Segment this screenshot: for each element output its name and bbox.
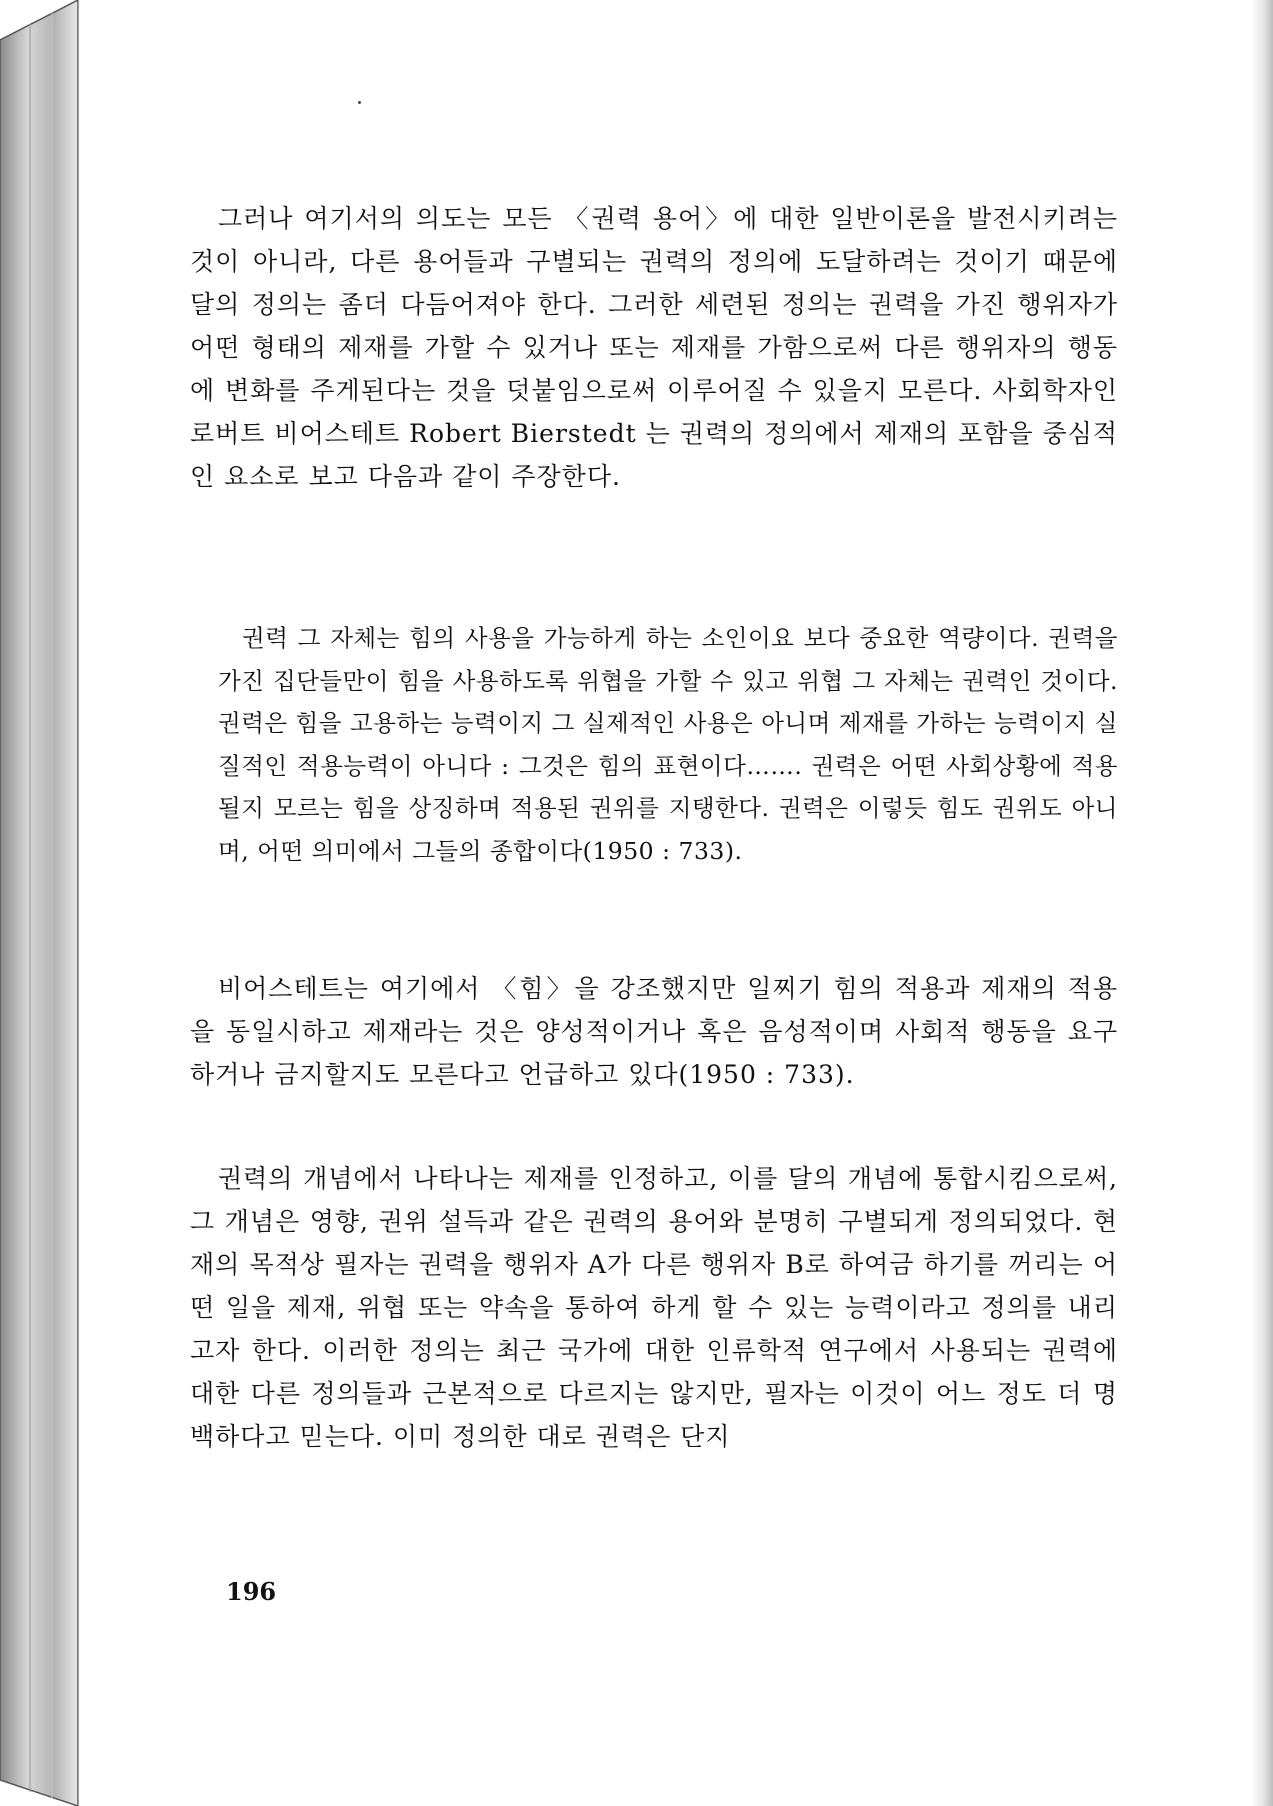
page-number: 196 <box>226 1577 277 1606</box>
body-paragraph-2 <box>190 967 1118 1096</box>
page-edge-shadow <box>1251 0 1273 1806</box>
paragraph-text: 비어스테트는 여기에서 〈힘〉을 강조했지만 일찌기 힘의 적용과 제재의 적용을 동일시하고 제재라는 것은 양성적이거나 혹은 음성적이며 사회적 행동을 요구하거나 금지할지도 모른다고 언급하고 있다(1950 : 733). <box>190 974 1118 1089</box>
book-spine <box>0 0 78 1806</box>
scan-speck <box>358 101 361 104</box>
body-paragraph-1 <box>190 197 1118 498</box>
body-paragraph-3 <box>190 1157 1118 1458</box>
paragraph-text: 권력의 개념에서 나타나는 제재를 인정하고, 이를 달의 개념에 통합시킴으로써, 그 개념은 영향, 권위 설득과 같은 권력의 용어와 분명히 구별되게 정의되었다. 현재의 목적상 필자는 권력을 행위자 A가 다른 행위자 B로 하여금 하기를 꺼리는 어떤 일을 제재, 위협 또는 약속을 통하여 하게 할 수 있는 능력이라고 정의를 내리고자 한다. 이러한 정의는 최근 국가에 대한 인류학적 연구에서 사용되는 권력에 대한 다른 정의들과 근본적으로 다르지는 않지만, 필자는 이것이 어느 정도 더 명백하다고 믿는다. 이미 정의한 대로 권력은 단지 <box>190 1164 1118 1451</box>
quote-text: 권력 그 자체는 힘의 사용을 가능하게 하는 소인이요 보다 중요한 역량이다. 권력을 가진 집단들만이 힘을 사용하도록 위협을 가할 수 있고 위협 그 자체는 권력인 것이다. 권력은 힘을 고용하는 능력이지 그 실제적인 사용은 아니며 제재를 가하는 능력이지 실질적인 적용능력이 아니다 : 그것은 힘의 표현이다……. 권력은 어떤 사회상황에 적용될지 모르는 힘을 상징하며 적용된 권위를 지탱한다. 권력은 이렇듯 힘도 권위도 아니며, 어떤 의미에서 그들의 종합이다(1950 : 733). <box>218 624 1118 865</box>
block-quote <box>218 617 1118 872</box>
paragraph-text: 그러나 여기서의 의도는 모든 〈권력 용어〉에 대한 일반이론을 발전시키려는 것이 아니라, 다른 용어들과 구별되는 권력의 정의에 도달하려는 것이기 때문에 달의 정의는 좀더 다듬어져야 한다. 그러한 세련된 정의는 권력을 가진 행위자가 어떤 형태의 제재를 가할 수 있거나 또는 제재를 가함으로써 다른 행위자의 행동에 변화를 주게된다는 것을 덧붙임으로써 이루어질 수 있을지 모른다. 사회학자인 로버트 비어스테트 Robert Bierstedt 는 권력의 정의에서 제재의 포함을 중심적인 요소로 보고 다음과 같이 주장한다. <box>190 204 1118 491</box>
